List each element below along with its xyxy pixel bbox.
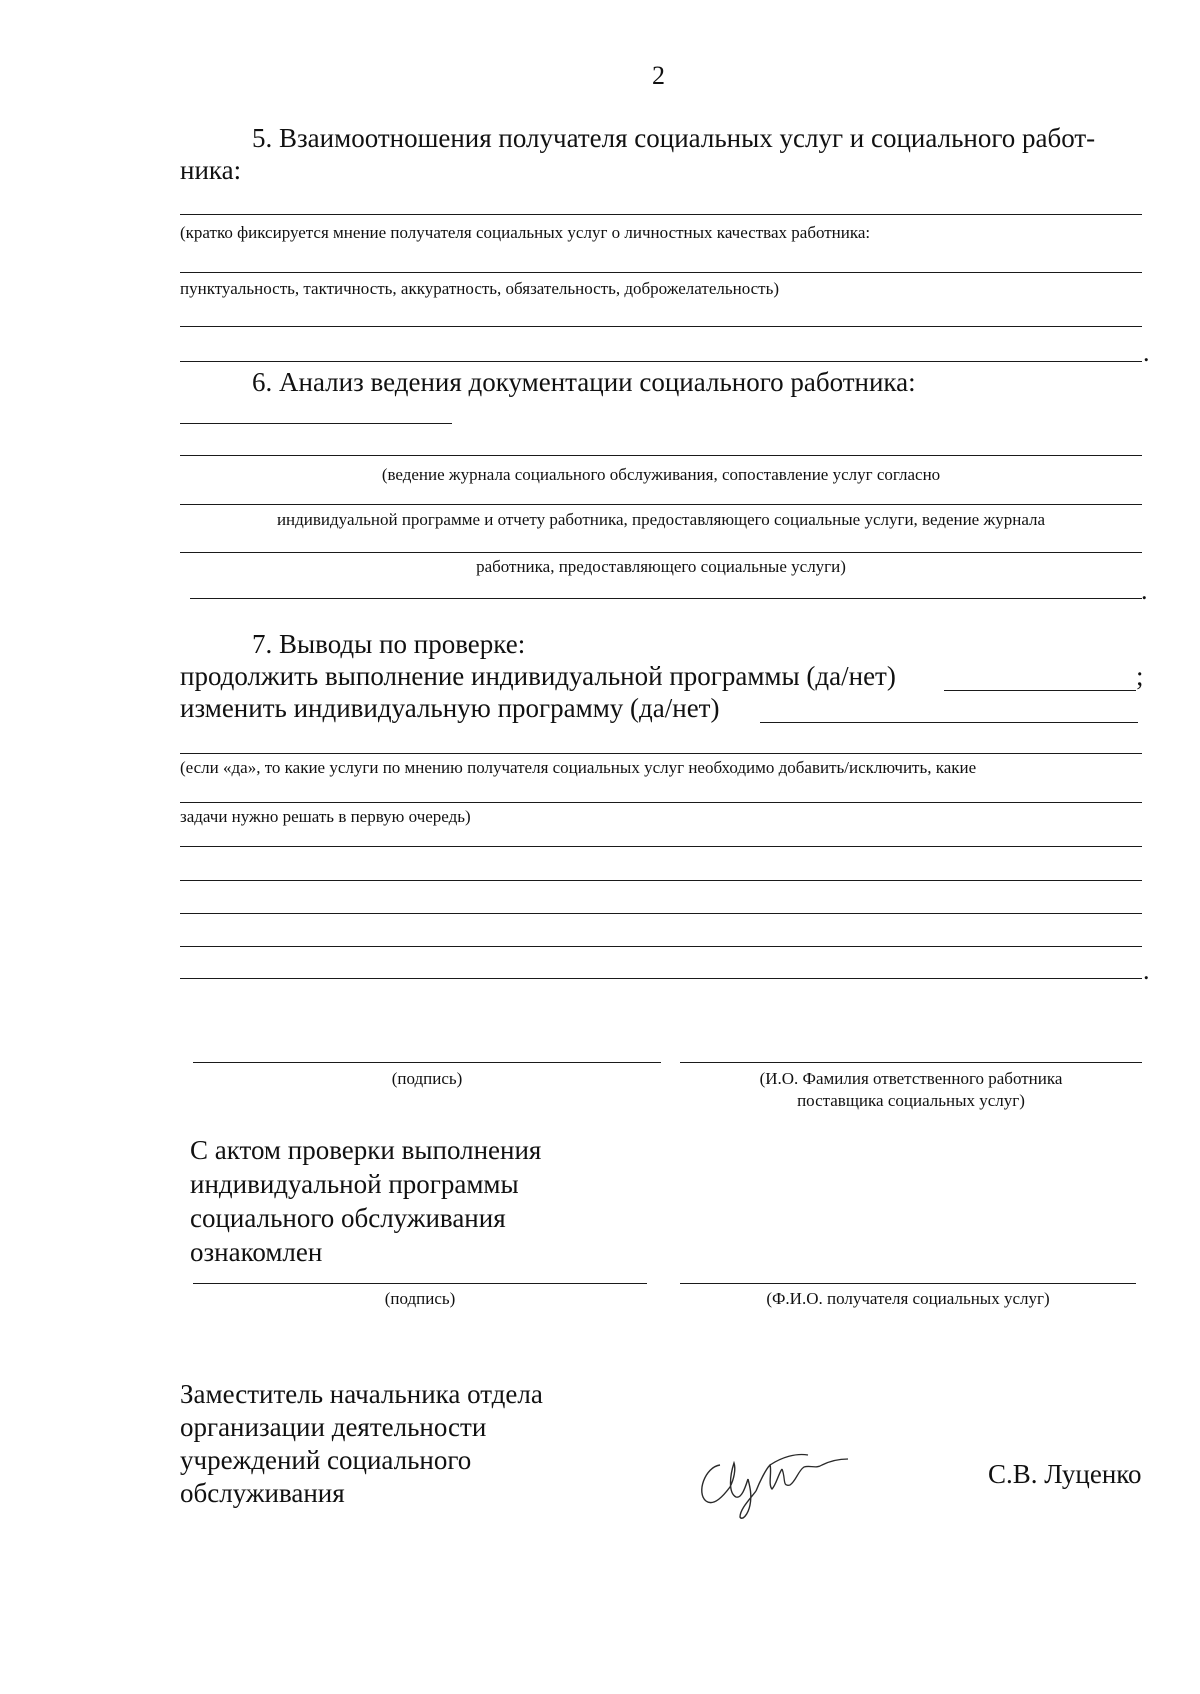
signature-line-2: [193, 1283, 647, 1284]
section7-fill-line-5: [180, 913, 1142, 914]
position-title-4: обслуживания: [180, 1478, 345, 1508]
section7-continue-answer-line: [944, 690, 1136, 691]
section5-fill-line-2: [180, 272, 1142, 273]
section5-heading: 5. Взаимоотношения получателя социальных услуг и социального работ-: [252, 123, 1096, 153]
section6-fill-line-2: [180, 504, 1142, 505]
section7-fill-line-4: [180, 880, 1142, 881]
signature-line-1: [193, 1062, 661, 1063]
section6-fill-line-1: [180, 455, 1142, 456]
acquainted-text-2: индивидуальной программы: [190, 1169, 519, 1199]
section5-heading-cont: ника:: [180, 155, 242, 185]
position-title-1: Заместитель начальника отдела: [180, 1379, 543, 1409]
section6-fill-line-3: [180, 552, 1142, 553]
acquainted-text-1: С актом проверки выполнения: [190, 1135, 542, 1165]
acquainted-text-4: ознакомлен: [190, 1237, 323, 1267]
position-title-3: учреждений социального: [180, 1445, 472, 1475]
section6-hint-3: работника, предоставляющего социальные услуги): [476, 557, 846, 576]
section7-end-dot: .: [1143, 956, 1150, 985]
recipient-label: (Ф.И.О. получателя социальных услуг): [766, 1289, 1050, 1308]
responsible-name-line: [680, 1062, 1142, 1063]
section6-short-line: [180, 423, 452, 424]
position-title-2: организации деятельности: [180, 1412, 487, 1442]
section7-hint-2: задачи нужно решать в первую очередь): [180, 807, 471, 826]
section7-fill-line-1: [180, 753, 1142, 754]
section7-hint-1: (если «да», то какие услуги по мнению получателя социальных услуг необходимо добавить/исключить, какие: [180, 758, 977, 777]
section5-fill-line-3: [180, 326, 1142, 327]
section7-change-label: изменить индивидуальную программу (да/нет): [180, 693, 720, 723]
responsible-label-2: поставщика социальных услуг): [797, 1091, 1025, 1110]
section5-hint-1: (кратко фиксируется мнение получателя социальных услуг о личностных качествах работника:: [180, 223, 871, 242]
page-number: 2: [652, 61, 665, 90]
section7-fill-line-7: [180, 978, 1142, 979]
section6-fill-line-4: [190, 598, 1142, 599]
section7-continue-end: ;: [1136, 661, 1144, 691]
signatory-name: С.В. Луценко: [988, 1459, 1142, 1489]
acquainted-text-3: социального обслуживания: [190, 1203, 506, 1233]
section5-fill-line-1: [180, 214, 1142, 215]
section7-heading: 7. Выводы по проверке:: [252, 629, 526, 659]
section6-heading: 6. Анализ ведения документации социального работника:: [252, 367, 916, 397]
section7-fill-line-6: [180, 946, 1142, 947]
recipient-name-line: [680, 1283, 1136, 1284]
section7-fill-line-2: [180, 802, 1142, 803]
signature-label-2: (подпись): [384, 1289, 456, 1308]
section7-continue-label: продолжить выполнение индивидуальной программы (да/нет): [180, 661, 896, 691]
section6-hint-1: (ведение журнала социального обслуживания, сопоставление услуг согласно: [381, 465, 941, 484]
section7-fill-line-3: [180, 846, 1142, 847]
section5-end-dot: .: [1143, 338, 1150, 367]
section7-change-answer-line: [760, 722, 1138, 723]
section6-end-dot: .: [1141, 576, 1148, 605]
responsible-label-1: (И.О. Фамилия ответственного работника: [759, 1069, 1063, 1088]
section5-hint-2: пунктуальность, тактичность, аккуратность, обязательность, доброжелательность): [180, 279, 780, 298]
section6-hint-2: индивидуальной программе и отчету работника, предоставляющего социальные услуги, ведение журнала: [276, 510, 1046, 529]
handwritten-signature: [690, 1435, 860, 1525]
section5-fill-line-4: [180, 361, 1142, 362]
signature-label-1: (подпись): [391, 1069, 463, 1088]
